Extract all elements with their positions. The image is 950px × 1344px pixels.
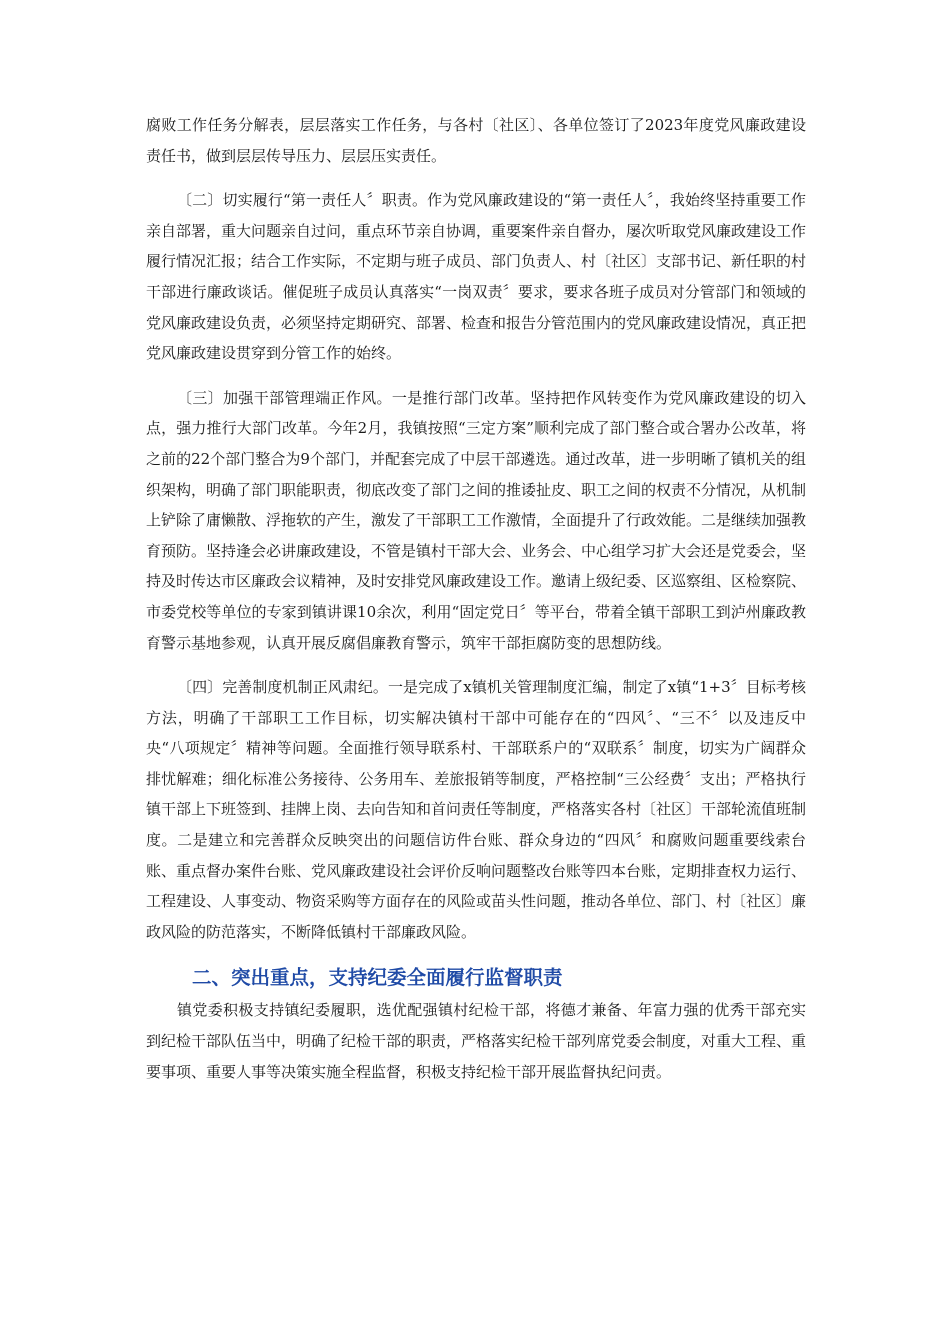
paragraph-cadre-management: 〔三〕加强干部管理端正作风。一是推行部门改革。坚持把作风转变作为党风廉政建设的切入点，强力推行大部门改革。今年2月，我镇按照“三定方案”顺利完成了部门整合或合署办公改革，将之前的22个部门整合为9个部门，并配套完成了中层干部遴选。通过改革，进一步明晰了镇机关的组织架构，明确了部门职能职责，彻底改变了部门之间的推诿扯皮、职工之间的权责不分情况，从机制上铲除了庸懒散、浮拖软的产生，激发了干部职工工作激情，全面提升了行政效能。二是继续加强教育预防。坚持逢会必讲廉政建设，不管是镇村干部大会、业务会、中心组学习扩大会还是党委会，坚持及时传达市区廉政会议精神，及时安排党风廉政建设工作。邀请上级纪委、区巡察组、区检察院、市委党校等单位的专家到镇讲课10余次，利用“固定党日〞等平台，带着全镇干部职工到泸州廉政教育警示基地参观，认真开展反腐倡廉教育警示，筑牢干部拒腐防变的思想防线。 bbox=[146, 388, 807, 652]
section-heading: 二、突出重点，支持纪委全面履行监督职责 bbox=[192, 966, 563, 990]
paragraph-system-mechanism: 〔四〕完善制度机制正风肃纪。一是完成了x镇机关管理制度汇编，制定了x镇“1+3〞目标考核方法，明确了干部职工工作目标，切实解决镇村干部中可能存在的“四风〞、“三不〞以及违反中央“八项规定〞精神等问题。全面推行领导联系村、干部联系户的“双联系〞制度，切实为广阔群众排忧解难；细化标准公务接待、公务用车、差旅报销等制度，严格控制“三公经费〞支出；严格执行镇干部上下班签到、挂牌上岗、去向告知和首问责任等制度，严格落实各村〔社区〕干部轮流值班制度。二是建立和完善群众反映突出的问题信访件台账、群众身边的“四风〞和腐败问题重要线索台账、重点督办案件台账、党风廉政建设社会评价反响问题整改台账等四本台账，定期排查权力运行、工程建设、人事变动、物资采购等方面存在的风险或苗头性问题，推动各单位、部门、村〔社区〕廉政风险的防范落实，不断降低镇村干部廉政风险。 bbox=[146, 678, 807, 941]
paragraph-continuation: 腐败工作任务分解表，层层落实工作任务，与各村〔社区〕、各单位签订了2023年度党风廉政建设责任书，做到层层传导压力、层层压实责任。 bbox=[146, 116, 806, 165]
paragraph-first-responsible: 〔二〕切实履行“第一责任人〞职责。作为党风廉政建设的“第一责任人〞，我始终坚持重要工作亲自部署，重大问题亲自过问，重点环节亲自协调，重要案件亲自督办，屡次听取党风廉政建设工作履行情况汇报；结合工作实际，不定期与班子成员、部门负责人、村〔社区〕支部书记、新任职的村干部进行廉政谈话。催促班子成员认真落实“一岗双责〞要求，要求各班子成员对分管部门和领域的党风廉政建设负责，必须坚持定期研究、部署、检查和报告分管范围内的党风廉政建设情况，真正把党风廉政建设贯穿到分管工作的始终。 bbox=[146, 191, 807, 363]
document-page bbox=[146, 110, 806, 1087]
paragraph-supervision: 镇党委积极支持镇纪委履职，选优配强镇村纪检干部，将德才兼备、年富力强的优秀干部充实到纪检干部队伍当中，明确了纪检干部的职责，严格落实纪检干部列席党委会制度，对重大工程、重要事项、重要人事等决策实施全程监督，积极支持纪检干部开展监督执纪问责。 bbox=[146, 1001, 807, 1081]
